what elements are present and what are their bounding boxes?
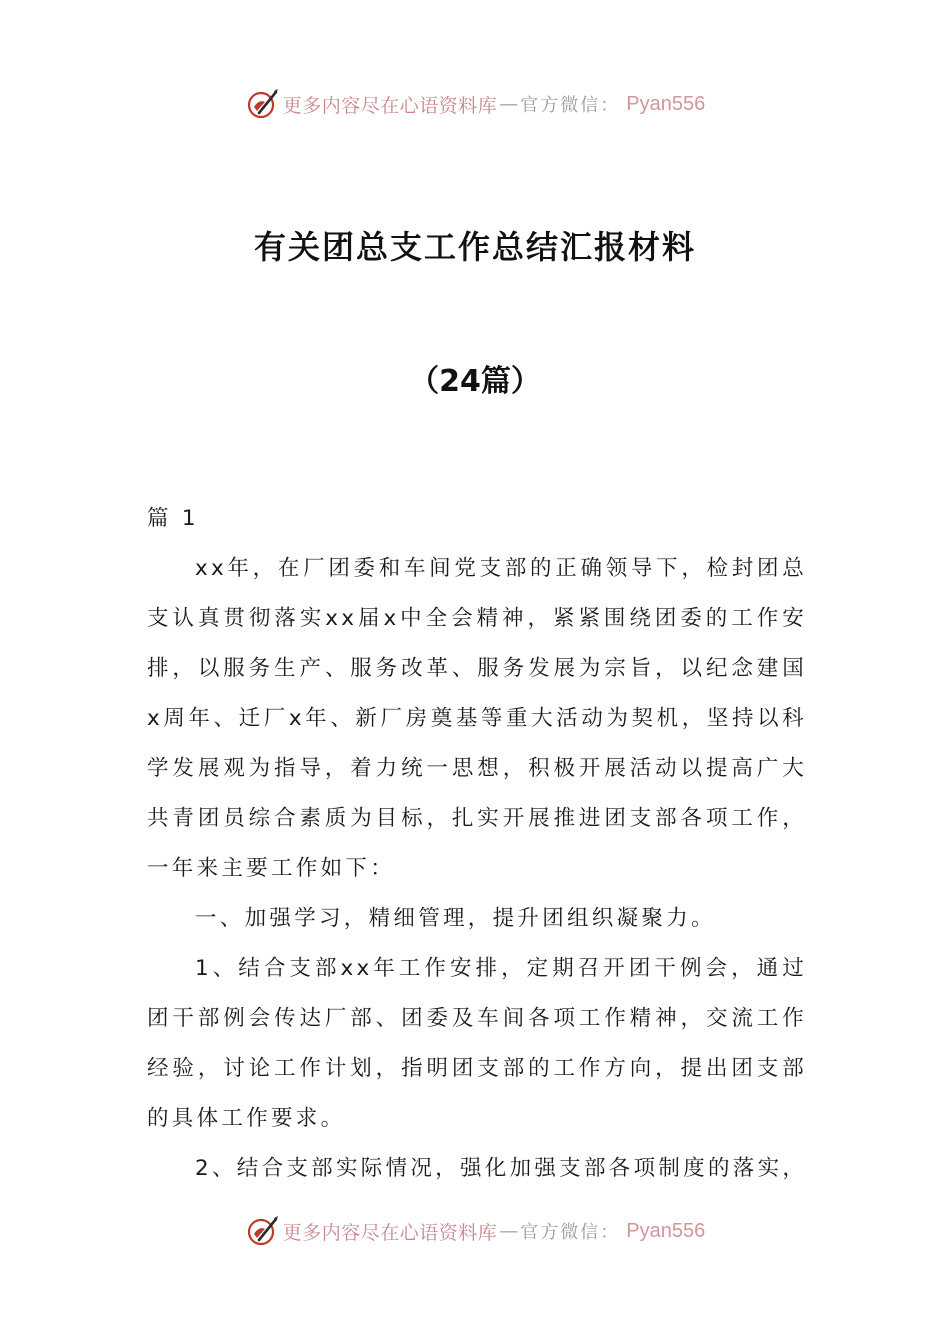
official-wechat-label: 官方微信： (520, 1222, 621, 1243)
paragraph: 1、结合支部xx年工作安排，定期召开团干例会，通过团干部例会传达厂部、团委及车间各项工作精神，交流工作经验，讨论工作计划，指明团支部的工作方向，提出团支部的具体工作要求。 (147, 956, 807, 1131)
document-title: 有关团总支工作总结汇报材料 (253, 228, 696, 266)
wechat-id: Pyan556 (626, 1219, 706, 1242)
document-subtitle: （24篇） (409, 364, 541, 399)
paragraph: xx年，在厂团委和车间党支部的正确领导下，检封团总支认真贯彻落实xx届x中全会精神，紧紧围绕团委的工作安排，以服务生产、服务改革、服务发展为宗旨，以纪念建国x周年、迁厂x年、新厂房奠基等重大活动为契机，坚持以科学发展观为指导，着力统一思想，积极开展活动以提高广大共青团员综合素质为目标，扎实开展推进团支部各项工作，一年来主要工作如下： (147, 556, 807, 881)
footer-banner (0, 1211, 950, 1251)
paragraph: 2、结合支部实际情况，强化加强支部各项制度的落实， (195, 1156, 808, 1181)
promo-text: 更多内容尽在心语资料库 (282, 1221, 498, 1244)
separator-dash: — (499, 1220, 519, 1242)
section-label: 篇 1 (147, 506, 199, 531)
separator-dash: — (499, 93, 519, 115)
promo-text: 更多内容尽在心语资料库 (282, 94, 498, 117)
pen-circle-logo-icon (245, 1214, 279, 1248)
header-banner (0, 84, 950, 124)
official-wechat-label: 官方微信： (520, 95, 621, 116)
document-body (147, 494, 807, 1194)
paragraph: 一、加强学习，精细管理，提升团组织凝聚力。 (195, 906, 716, 931)
wechat-id: Pyan556 (626, 92, 706, 115)
pen-circle-logo-icon (245, 87, 279, 121)
